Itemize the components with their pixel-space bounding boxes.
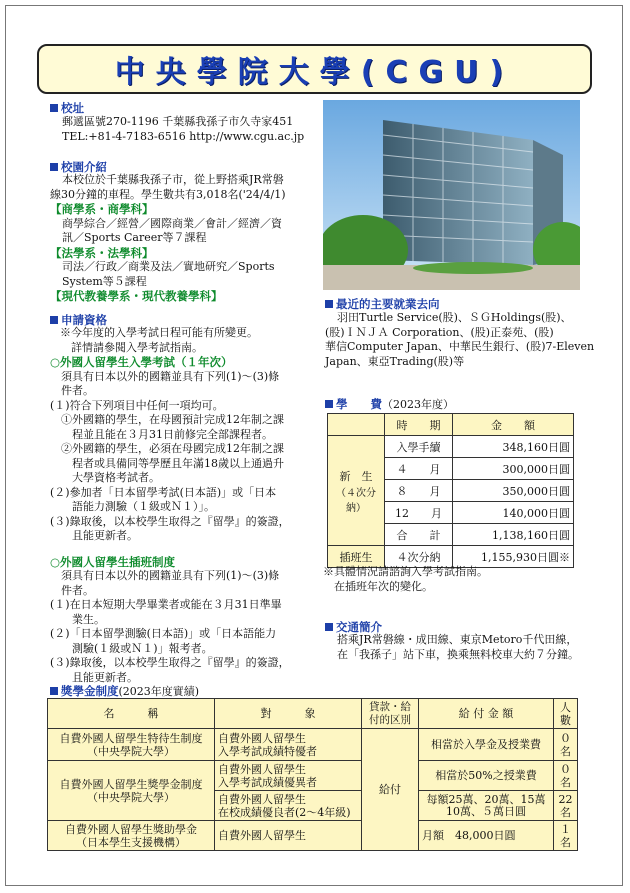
- fees-heading: 學 費（2023年度）: [325, 396, 454, 412]
- fee-amount: 1,155,930日圓※: [453, 546, 574, 568]
- requirement-line: ②外國籍的學生，必須在母國完成12年制之課: [50, 442, 284, 455]
- table-row: 自費外國人留學生獎學金制度 （中央學院大學） 自費外國人留學生 入學考試成績優異者 相當於50%之授業費 ０名: [48, 761, 578, 791]
- intro-block: [50, 173, 318, 304]
- requirement-line: (３)錄取後，以本校學生取得之『留學』的簽證，: [50, 514, 290, 528]
- square-bullet-icon: [50, 163, 58, 171]
- sch-col-amount: 給 付 金 額: [419, 699, 554, 729]
- intro-line: 線30分鐘的車程。學生數共有3,018名('24/4/1): [50, 187, 286, 201]
- requirement-line: 程者或具備同等學歷且年滿18歲以上通過升: [50, 456, 284, 470]
- apply-note: 詳情請參閱入學考試指南。: [60, 340, 203, 354]
- table-row: 自費外國人留學生特待生制度 （中央學院大學） 自費外國人留學生 入學考試成績特優者 給付 相當於入學金及授業費 ０名: [48, 729, 578, 761]
- requirement-line: (１)符合下列項目中任何一項均可。: [50, 398, 224, 412]
- fees-col-amount: 金 額: [453, 414, 574, 436]
- requirement-line: (１)在日本短期大學畢業者或能在３月31日準畢: [50, 598, 282, 611]
- employment-block: [325, 311, 595, 369]
- employment-heading: 最近的主要就業去向: [325, 296, 440, 312]
- title-banner: [37, 44, 592, 94]
- requirement-line: 大學資格考試者。: [50, 471, 160, 484]
- fee-period: 入學手續: [385, 436, 453, 458]
- address-block: [62, 115, 304, 144]
- square-bullet-icon: [325, 300, 333, 308]
- fee-period: ４ 月: [385, 458, 453, 480]
- transfer-lines: [50, 569, 322, 685]
- fee-amount: 350,000日圓: [453, 480, 574, 502]
- campus-building-photo: [323, 100, 580, 290]
- faculty-commerce: 【商學系・商學科】: [50, 202, 154, 216]
- requirement-line: 件者。: [50, 384, 94, 397]
- fee-amount: 1,138,160日圓: [453, 524, 574, 546]
- square-bullet-icon: [50, 104, 58, 112]
- requirement-line: ①外國籍的學生，在母國預計完成12年制之課: [50, 413, 284, 426]
- square-bullet-icon: [325, 623, 333, 631]
- faculty-desc: 訊／Sports Career等７課程: [62, 231, 207, 244]
- sch-col-name: 名 稱: [48, 699, 215, 729]
- sch-col-target: 對 象: [215, 699, 362, 729]
- scholarship-table: [47, 698, 578, 851]
- fee-period: 合 計: [385, 524, 453, 546]
- new-student-cell: 新 生 （４次分納）: [328, 436, 385, 546]
- page-title: 中央學院大學(CGU): [114, 55, 515, 90]
- table-row: 自費外國人留學生獎助學金 （日本學生支援機構） 自費外國人留學生 月額 48,000日圓 １名: [48, 821, 578, 851]
- employment-line: Japan、東亞Trading(股)等: [325, 354, 465, 368]
- entrance-exam-lines: [50, 370, 322, 544]
- employment-line: 羽田Turtle Service(股)、ＳＧHoldings(股)、: [337, 311, 572, 324]
- traffic-block: 搭乘JR常磐線・成田線、東京Metoro千代田線， 在「我孫子」站下車，換乘無料校車大約７分鐘。: [337, 633, 579, 661]
- requirement-line: 業生。: [50, 612, 105, 626]
- fee-period: 12 月: [385, 502, 453, 524]
- requirement-line: (２)「日本留學測驗(日本語)」或「日本語能力: [50, 627, 277, 640]
- requirement-line: 語能力測驗（１級或Ｎ１）」。: [50, 500, 215, 513]
- fees-note: ※具體情況請諮詢入學考試指南。 在插班年次的變化。: [323, 565, 488, 593]
- scholarship-heading: 獎學金制度(2023年度實績): [50, 683, 199, 699]
- apply-heading: 申請資格: [50, 312, 107, 328]
- requirement-line: 須具有日本以外的國籍並具有下列(1)～(3)條: [50, 569, 280, 582]
- fee-amount: 300,000日圓: [453, 458, 574, 480]
- requirement-line: 且能更新者。: [50, 670, 138, 684]
- requirement-line: 須具有日本以外的國籍並具有下列(1)～(3)條: [50, 369, 280, 383]
- apply-note: ※今年度的入學考試日程可能有所變更。: [60, 326, 258, 339]
- requirement-line: 測驗(１級或Ｎ１)」報考者。: [50, 641, 213, 655]
- sch-type-cell: 給付: [362, 729, 419, 851]
- fee-period: ８ 月: [385, 480, 453, 502]
- transfer-title: ○外國人留學生插班制度: [50, 554, 176, 569]
- requirement-line: (２)參加者「日本留學考試(日本語)」或「日本: [50, 485, 277, 499]
- address-heading: 校址: [50, 100, 84, 116]
- square-bullet-icon: [325, 400, 333, 408]
- apply-block: [50, 326, 322, 685]
- square-bullet-icon: [50, 687, 58, 695]
- table-row: 自費外國人留學生 在校成績優良者(2～4年級) 每額25萬、20萬、15萬 10萬、５萬日圓 22名: [48, 791, 578, 821]
- square-bullet-icon: [50, 316, 58, 324]
- requirement-line: 且能更新者。: [50, 529, 138, 542]
- fee-amount: 348,160日圓: [453, 436, 574, 458]
- faculty-desc: 商學綜合／經營／國際商業／會計／經濟／資: [62, 216, 282, 230]
- address-contact: TEL:+81-4-7183-6516 http://www.cgu.ac.jp: [62, 129, 305, 143]
- sch-col-type: 貸款・給付的区別: [362, 699, 419, 729]
- fee-amount: 140,000日圓: [453, 502, 574, 524]
- faculty-liberal-arts: 【現代教養學系・現代教養學科】: [50, 289, 223, 303]
- fees-table: [327, 413, 574, 568]
- requirement-line: 程並且能在３月31日前修完全部課程者。: [50, 427, 273, 441]
- intro-line: 本校位於千葉縣我孫子市，從上野搭乘JR常磐: [62, 173, 284, 186]
- requirement-line: 件者。: [50, 583, 94, 597]
- transfer-student-cell: 插班生: [328, 546, 385, 568]
- traffic-heading: 交通簡介: [325, 619, 382, 635]
- requirement-line: (３)錄取後，以本校學生取得之『留學』的簽證，: [50, 656, 290, 669]
- address-postal: 郵遞區號270-1196 千葉縣我孫子市久寺家451: [62, 115, 294, 128]
- employment-line: 華信Computer Japan、中華民生銀行、(股)7-Eleven: [325, 340, 595, 353]
- entrance-exam-title: ○外國人留學生入學考試（１年次）: [50, 355, 233, 369]
- employment-line: (股)ＩＮＪＡ Corporation、(股)正泰苑、(股): [325, 325, 554, 339]
- fees-col-period: 時 期: [385, 414, 453, 436]
- faculty-law: 【法學系・法學科】: [50, 245, 154, 260]
- fee-period: ４次分納: [385, 546, 453, 568]
- sch-col-count: 人數: [554, 699, 578, 729]
- faculty-desc: System等５課程: [62, 274, 147, 288]
- faculty-desc: 司法／行政／商業及法／實地研究／Sports: [62, 260, 275, 273]
- intro-heading: 校園介紹: [50, 159, 107, 175]
